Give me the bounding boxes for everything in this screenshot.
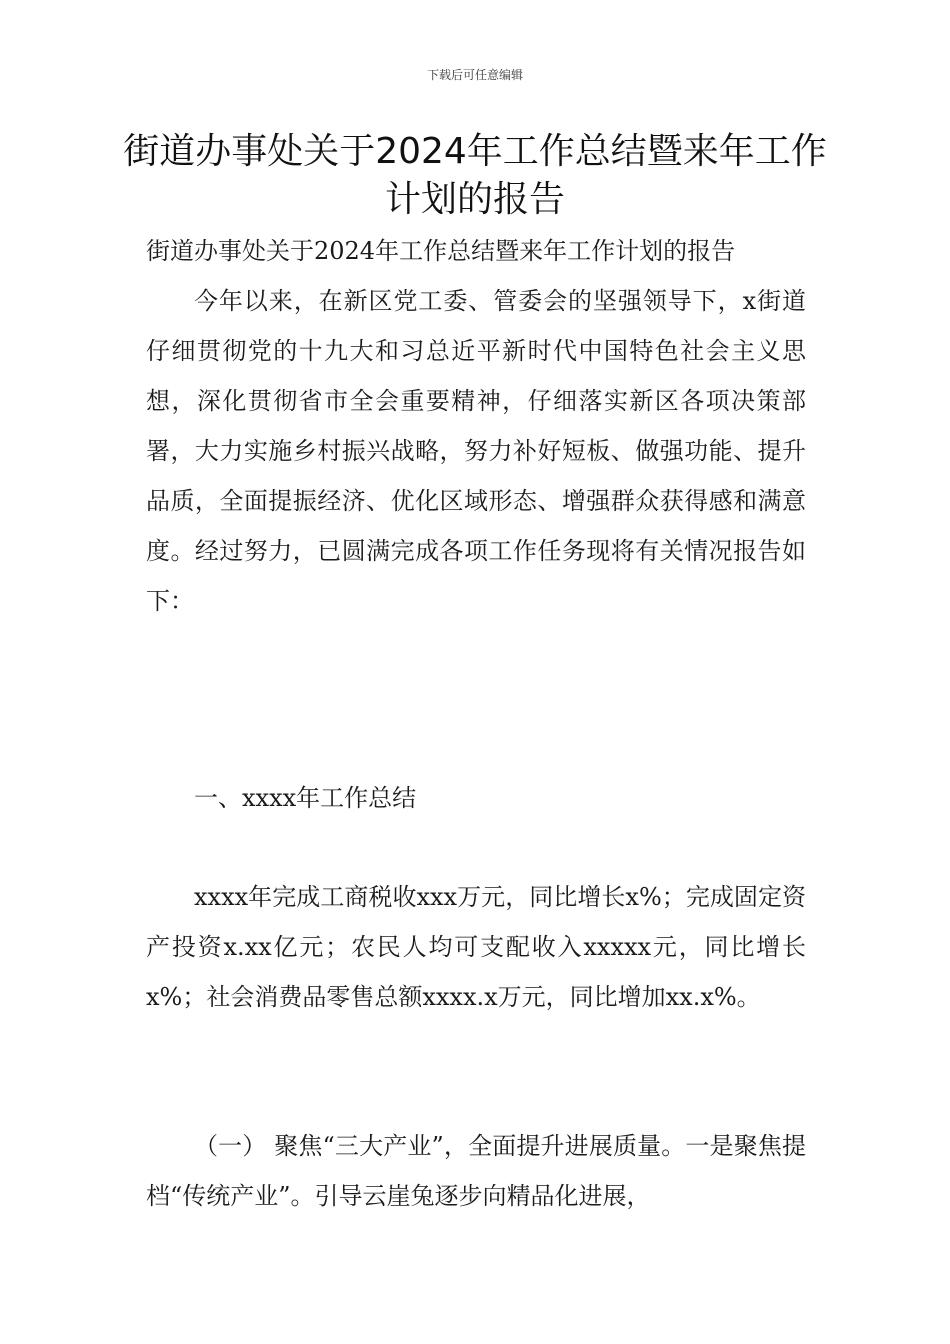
subsection-paragraph: [146, 1121, 806, 1221]
section-heading-text: 一、xxxx年工作总结: [194, 784, 417, 812]
section-heading: [146, 773, 806, 823]
intro-paragraph: [146, 276, 806, 626]
subsection-text: （一） 聚焦“三大产业”，全面提升进展质量。一是聚焦提档“传统产业”。引导云崖兔逐步向精品化进展，: [146, 1132, 806, 1210]
header-note: 下载后可任意编辑: [426, 68, 523, 82]
stats-text: xxxx年完成工商税收xxx万元，同比增长x%；完成固定资产投资x.xx亿元；农民人均可支配收入xxxxx元，同比增长x%；社会消费品零售总额xxxx.x万元，同比增加xx.x%。: [146, 883, 806, 1011]
subtitle-text: 街道办事处关于2024年工作总结暨来年工作计划的报告: [146, 237, 736, 265]
stats-paragraph: [146, 872, 806, 1022]
intro-text: 今年以来，在新区党工委、管委会的坚强领导下，x街道仔细贯彻党的十九大和习总近平新时代中国特色社会主义思想，深化贯彻省市全会重要精神，仔细落实新区各项决策部署，大力实施乡村振兴战略，努力补好短板、做强功能、提升品质，全面提振经济、优化区域形态、增强群众获得感和满意度。经过努力，已圆满完成各项工作任务现将有关情况报告如下：: [146, 287, 806, 615]
document-subtitle: [146, 226, 806, 276]
document-title: 街道办事处关于2024年工作总结暨来年工作计划的报告: [123, 131, 827, 220]
